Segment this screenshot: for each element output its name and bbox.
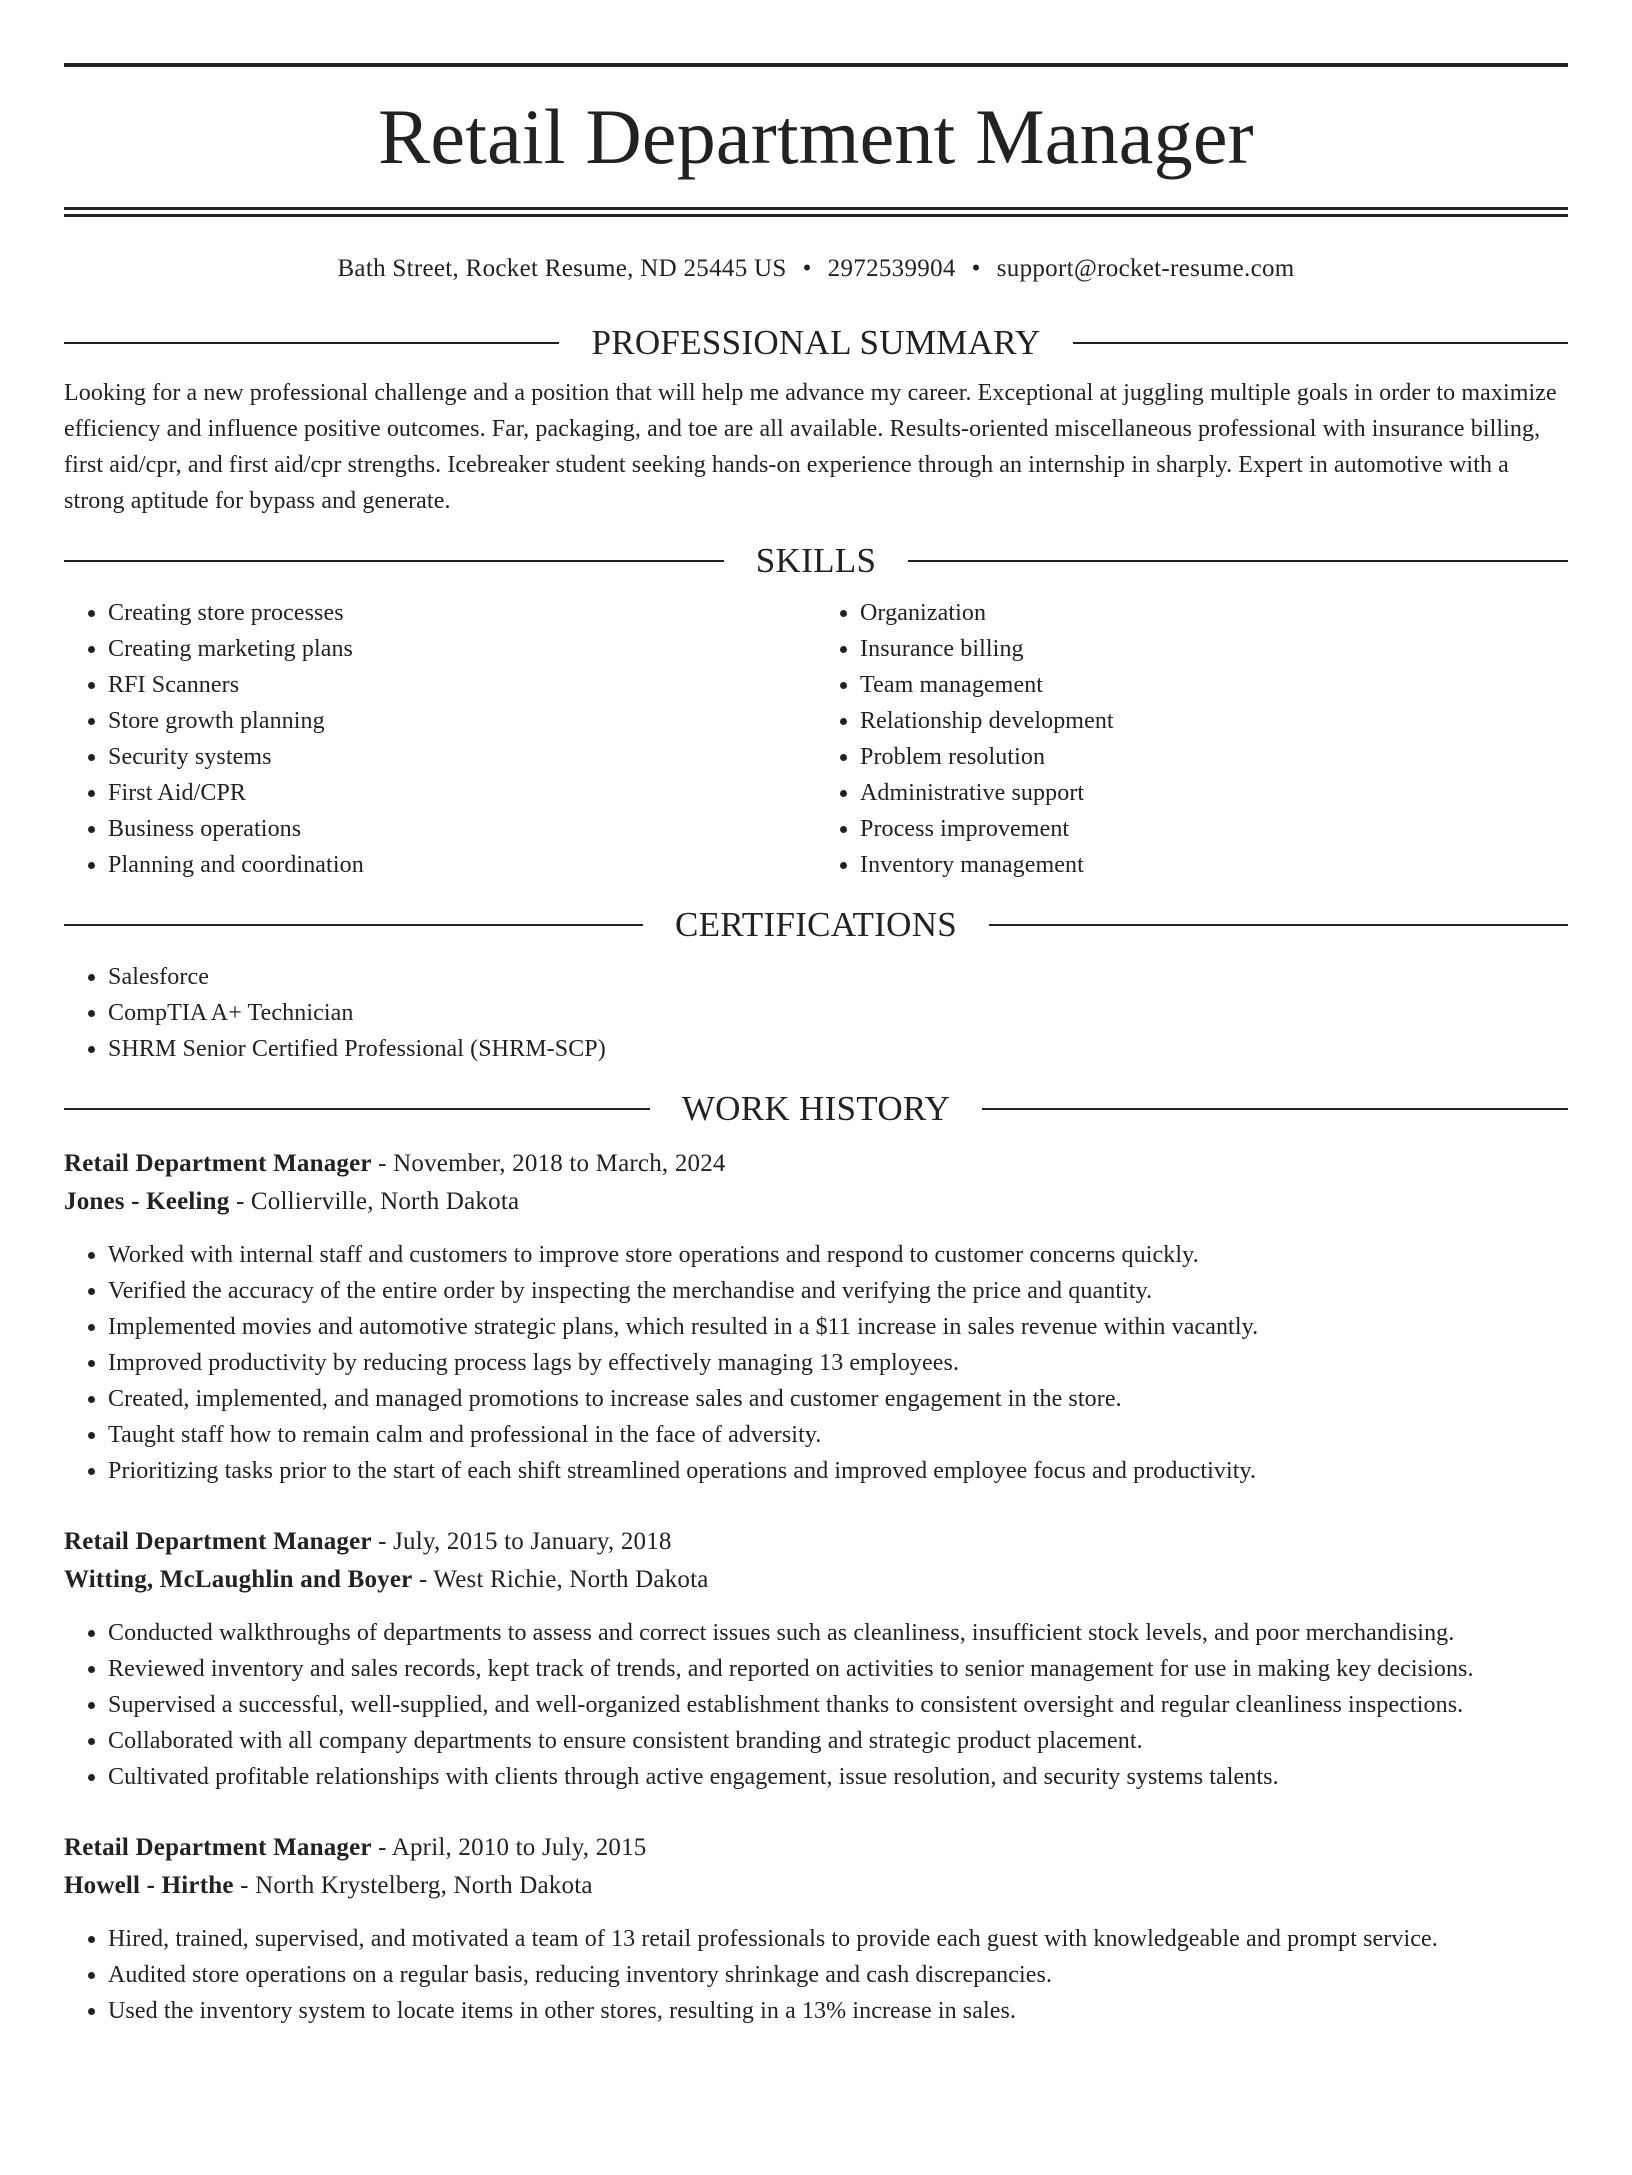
heading-rule [989, 924, 1568, 926]
job-bullet: • Improved productivity by reducing process lags by effectively managing 13 employees. [108, 1345, 1568, 1381]
skill-item: • Creating marketing plans [108, 631, 816, 667]
skill-item: • Organization [860, 595, 1568, 631]
skill-item: • RFI Scanners [108, 667, 816, 703]
contact-phone: 2972539904 [827, 255, 956, 282]
job-bullets [64, 1921, 1568, 2029]
heading-rule [64, 924, 643, 926]
job-bullet: • Supervised a successful, well-supplied, and well-organized establishment thanks to consistent oversight and regular cleanliness inspections. [108, 1687, 1568, 1723]
contact-line [64, 253, 1568, 285]
skill-item: • Inventory management [860, 847, 1568, 883]
skill-item: • Administrative support [860, 775, 1568, 811]
resume-page [0, 63, 1632, 2175]
job-bullet: • Used the inventory system to locate items in other stores, resulting in a 13% increase in sales. [108, 1993, 1568, 2029]
skill-item: • Business operations [108, 811, 816, 847]
skill-item: • Security systems [108, 739, 816, 775]
job-dates: - April, 2010 to July, 2015 [371, 1834, 647, 1861]
job-title: Retail Department Manager [64, 1150, 372, 1177]
certifications-heading: CERTIFICATIONS [674, 905, 958, 944]
job-company: Jones - Keeling [64, 1188, 230, 1215]
job-title-line [64, 1145, 1568, 1183]
job-company-line [64, 1561, 1568, 1599]
heading-rule [1073, 342, 1568, 344]
skill-item: • Problem resolution [860, 739, 1568, 775]
job-location: - Collierville, North Dakota [229, 1188, 520, 1215]
skill-item: • Process improvement [860, 811, 1568, 847]
job-bullet: • Created, implemented, and managed promotions to increase sales and customer engagement in the store. [108, 1381, 1568, 1417]
contact-separator: • [802, 255, 812, 282]
job-location: - North Krystelberg, North Dakota [233, 1872, 593, 1899]
skill-item: • Insurance billing [860, 631, 1568, 667]
job-bullet: • Cultivated profitable relationships with clients through active engagement, issue resolution, and security systems talents. [108, 1759, 1568, 1795]
job-bullet: • Worked with internal staff and customers to improve store operations and respond to customer concerns quickly. [108, 1237, 1568, 1273]
job-bullet: • Collaborated with all company departments to ensure consistent branding and strategic product placement. [108, 1723, 1568, 1759]
heading-rule [982, 1108, 1568, 1110]
job-company-line [64, 1183, 1568, 1221]
skill-item: • First Aid/CPR [108, 775, 816, 811]
job-dates: - November, 2018 to March, 2024 [371, 1150, 726, 1177]
certifications-list [64, 959, 1568, 1067]
skill-item: • Creating store processes [108, 595, 816, 631]
certification-item: • Salesforce [108, 959, 1568, 995]
job-title-line [64, 1829, 1568, 1867]
job-title-line [64, 1523, 1568, 1561]
heading-rule [64, 342, 559, 344]
skills-columns [64, 595, 1568, 883]
skill-item: • Team management [860, 667, 1568, 703]
certification-item: • CompTIA A+ Technician [108, 995, 1568, 1031]
skills-section-heading [64, 539, 1568, 583]
title-double-rule [64, 207, 1568, 217]
job-bullet: • Implemented movies and automotive strategic plans, which resulted in a $11 increase in sales revenue within vacantly. [108, 1309, 1568, 1345]
job-company-line [64, 1867, 1568, 1905]
resume-title: Retail Department Manager [378, 93, 1254, 180]
job-bullet: • Reviewed inventory and sales records, kept track of trends, and reported on activities to senior management for use in making key decisions. [108, 1651, 1568, 1687]
job-company: Howell - Hirthe [64, 1872, 234, 1899]
job-dates: - July, 2015 to January, 2018 [371, 1528, 672, 1555]
certifications-section-heading [64, 903, 1568, 947]
heading-rule [64, 1108, 650, 1110]
summary-heading: PROFESSIONAL SUMMARY [591, 323, 1041, 362]
work-history-section-heading [64, 1087, 1568, 1131]
job-bullet: • Conducted walkthroughs of departments to assess and correct issues such as cleanliness, insufficient stock levels, and poor merchandising. [108, 1615, 1568, 1651]
job-bullet: • Prioritizing tasks prior to the start of each shift streamlined operations and improved employee focus and productivity. [108, 1453, 1568, 1489]
skill-item: • Relationship development [860, 703, 1568, 739]
skills-list-left [64, 595, 816, 883]
job-entry [64, 1145, 1568, 1489]
job-entry [64, 1523, 1568, 1795]
job-bullet: • Hired, trained, supervised, and motivated a team of 13 retail professionals to provide each guest with knowledgeable and prompt service. [108, 1921, 1568, 1957]
work-history-heading: WORK HISTORY [681, 1089, 951, 1128]
job-title: Retail Department Manager [64, 1834, 372, 1861]
job-bullet: • Audited store operations on a regular basis, reducing inventory shrinkage and cash discrepancies. [108, 1957, 1568, 1993]
job-bullet: • Verified the accuracy of the entire order by inspecting the merchandise and verifying the price and quantity. [108, 1273, 1568, 1309]
job-bullets [64, 1615, 1568, 1795]
summary-section-heading [64, 321, 1568, 365]
job-bullets [64, 1237, 1568, 1489]
summary-text: Looking for a new professional challenge and a position that will help me advance my career. Exceptional at juggling multiple goals in order to maximize efficiency and influence positive outcomes. Far, packaging, and toe are all available. Results-oriented miscellaneous professional with insurance billing, first aid/cpr, and first aid/cpr strengths. Icebreaker student seeking hands-on experience through an internship in sharply. Expert in automotive with a strong aptitude for bypass and generate. [64, 380, 1557, 514]
certification-item: • SHRM Senior Certified Professional (SHRM-SCP) [108, 1031, 1568, 1067]
heading-rule [64, 560, 724, 562]
contact-address: Bath Street, Rocket Resume, ND 25445 US [337, 255, 787, 282]
heading-rule [908, 560, 1568, 562]
skill-item: • Store growth planning [108, 703, 816, 739]
contact-email: support@rocket-resume.com [996, 255, 1295, 282]
job-title: Retail Department Manager [64, 1528, 372, 1555]
job-location: - West Richie, North Dakota [412, 1566, 709, 1593]
skill-item: • Planning and coordination [108, 847, 816, 883]
job-entry [64, 1829, 1568, 2029]
job-company: Witting, McLaughlin and Boyer [64, 1566, 413, 1593]
contact-separator: • [971, 255, 981, 282]
skills-list-right [816, 595, 1568, 883]
skills-heading: SKILLS [755, 541, 877, 580]
job-bullet: • Taught staff how to remain calm and professional in the face of adversity. [108, 1417, 1568, 1453]
